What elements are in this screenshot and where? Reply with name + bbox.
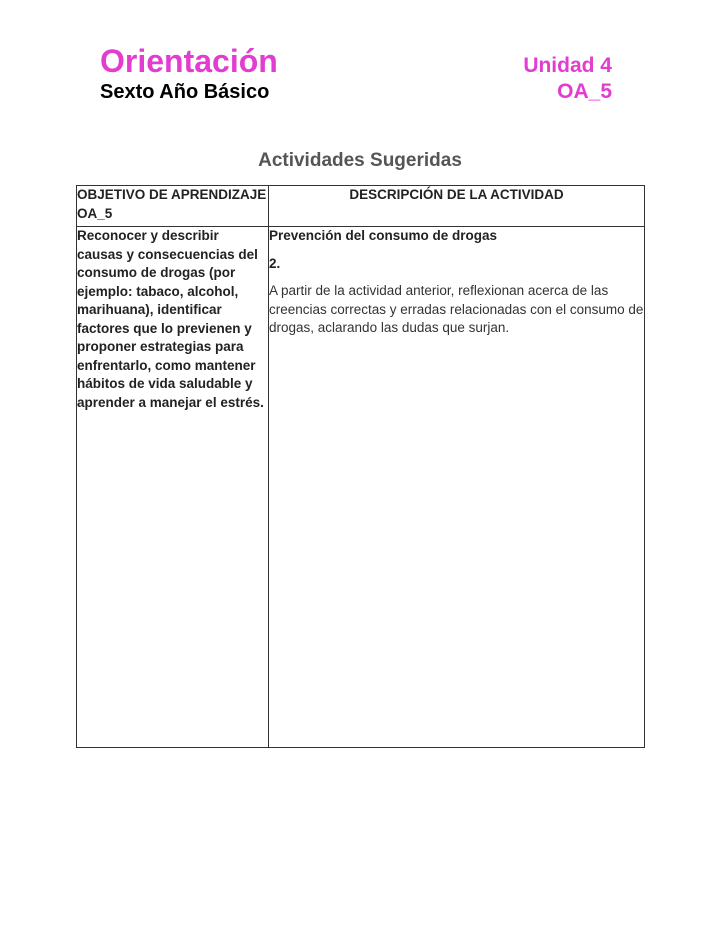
grade-level: Sexto Año Básico	[100, 81, 270, 103]
unit-label: Unidad 4	[523, 54, 612, 77]
activity-text: A partir de la actividad anterior, reflexionan acerca de las creencias correctas y erradas relacionadas con el consumo de drogas, aclarando las dudas que surjan.	[269, 283, 644, 335]
activities-table	[76, 185, 645, 748]
description-cell	[269, 227, 645, 748]
objective-cell: Reconocer y describir causas y consecuencias del consumo de drogas (por ejemplo: tabaco, alcohol, marihuana), identificar factores que lo previenen y proponer estrategias para enfrentarlo, como mantener hábitos de vida saludable y aprender a manejar el estrés.	[77, 227, 269, 748]
activity-title: Prevención del consumo de drogas	[269, 228, 498, 243]
objective-code: OA_5	[557, 80, 612, 103]
table-row	[77, 227, 645, 748]
column-header-objective: OBJETIVO DE APRENDIZAJE OA_5	[77, 186, 269, 227]
subject-title: Orientación	[100, 43, 278, 79]
activity-number: 2.	[269, 255, 281, 271]
column-header-description: DESCRIPCIÓN DE LA ACTIVIDAD	[269, 186, 645, 227]
table-header-row	[77, 186, 645, 227]
section-title: Actividades Sugeridas	[258, 150, 462, 171]
